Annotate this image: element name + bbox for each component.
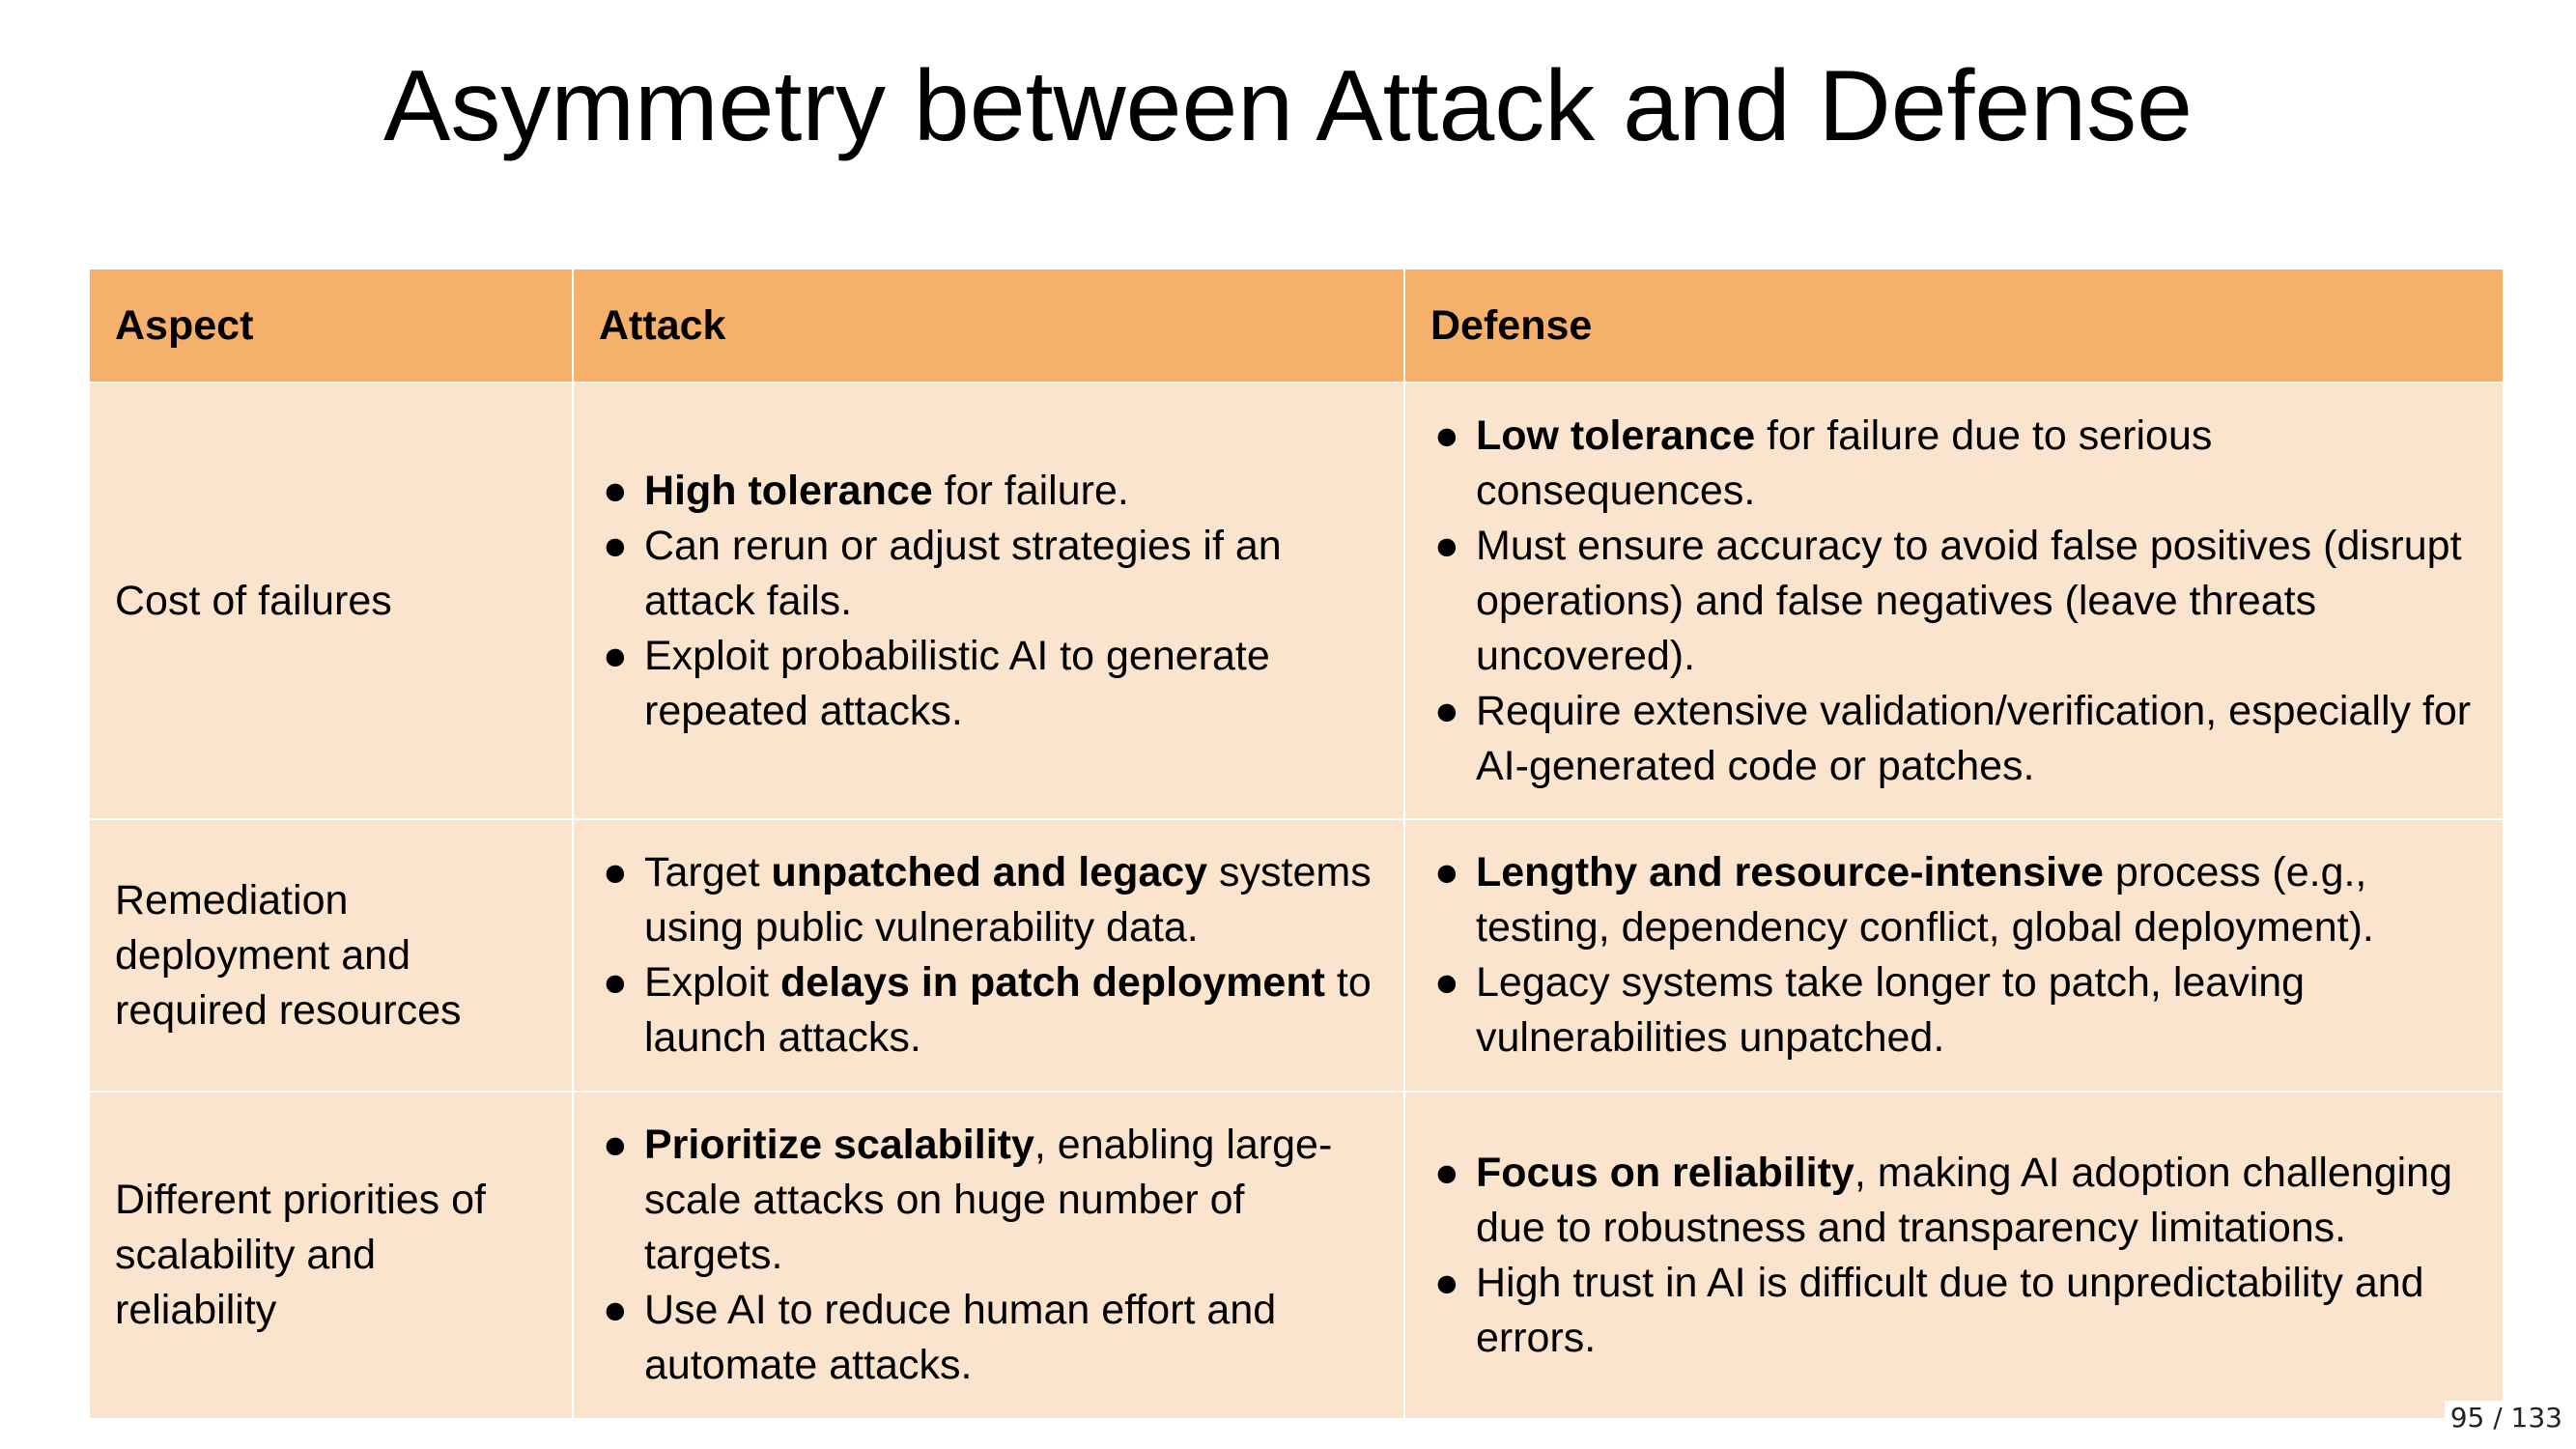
defense-bullet-list	[1430, 409, 2477, 794]
bullet-dot-icon: ●	[1434, 687, 1459, 734]
bullet-item	[1430, 955, 2477, 1065]
bullet-dot-icon: ●	[603, 1287, 628, 1333]
header-aspect: Aspect	[89, 269, 573, 383]
bullet-dot-icon: ●	[1434, 1259, 1459, 1306]
bullet-text: to launch attacks.	[644, 959, 1372, 1061]
page-indicator: 95 / 133	[2445, 1401, 2568, 1435]
bullet-emphasis: High tolerance	[644, 467, 933, 514]
header-attack: Attack	[573, 269, 1404, 383]
bullet-text: Can rerun or adjust strategies if an attack fails.	[644, 522, 1282, 624]
bullet-text: Must ensure accuracy to avoid false positives (disrupt operations) and false negatives (leave threats uncovered).	[1476, 522, 2462, 679]
slide-title: Asymmetry between Attack and Defense	[383, 50, 2193, 162]
bullet-dot-icon: ●	[603, 849, 628, 895]
bullet-item	[1430, 409, 2477, 519]
bullet-emphasis: Focus on reliability	[1476, 1149, 1854, 1196]
bullet-item	[1430, 1146, 2477, 1256]
bullet-text: Exploit probabilistic AI to generate repeated attacks.	[644, 632, 1270, 734]
attack-cell	[573, 819, 1404, 1092]
attack-bullet-list	[599, 845, 1378, 1065]
bullet-text: Legacy systems take longer to patch, leaving vulnerabilities unpatched.	[1476, 959, 2306, 1061]
defense-cell	[1404, 1092, 2504, 1419]
aspect-cell: Cost of failures	[89, 383, 573, 819]
header-defense: Defense	[1404, 269, 2504, 383]
table-row	[89, 1092, 2504, 1419]
bullet-text: , making AI adoption challenging due to robustness and transparency limitations.	[1476, 1149, 2453, 1251]
bullet-dot-icon: ●	[603, 467, 628, 514]
bullet-item	[599, 1118, 1378, 1283]
bullet-dot-icon: ●	[603, 959, 628, 1006]
bullet-text: Use AI to reduce human effort and automate attacks.	[644, 1287, 1277, 1388]
bullet-text: systems using public vulnerability data.	[644, 849, 1372, 951]
table-row	[89, 383, 2504, 819]
bullet-text: , enabling large-scale attacks on huge number of targets.	[644, 1122, 1333, 1278]
bullet-emphasis: Low tolerance	[1476, 412, 1756, 459]
attack-bullet-list	[599, 464, 1378, 739]
aspect-cell: Different priorities of scalability and reliability	[89, 1092, 573, 1419]
bullet-item	[1430, 519, 2477, 684]
bullet-dot-icon: ●	[603, 632, 628, 679]
bullet-item	[599, 519, 1378, 629]
attack-cell	[573, 383, 1404, 819]
bullet-text: Require extensive validation/verification, especially for AI-generated code or patches.	[1476, 687, 2472, 789]
table-row	[89, 819, 2504, 1092]
bullet-dot-icon: ●	[1434, 1149, 1459, 1196]
bullet-item	[599, 955, 1378, 1065]
bullet-dot-icon: ●	[603, 522, 628, 569]
defense-bullet-list	[1430, 845, 2477, 1065]
defense-cell	[1404, 383, 2504, 819]
aspect-cell: Remediation deployment and required resources	[89, 819, 573, 1092]
comparison-table	[88, 268, 2505, 1420]
bullet-item	[599, 845, 1378, 955]
bullet-item	[599, 1283, 1378, 1393]
attack-cell	[573, 1092, 1404, 1419]
bullet-emphasis: delays in patch deployment	[780, 959, 1325, 1006]
bullet-item	[599, 629, 1378, 739]
bullet-emphasis: Lengthy and resource-intensive	[1476, 849, 2104, 895]
bullet-text: Exploit	[644, 959, 781, 1006]
bullet-item	[1430, 845, 2477, 955]
bullet-item	[599, 464, 1378, 519]
defense-bullet-list	[1430, 1146, 2477, 1366]
bullet-item	[1430, 684, 2477, 794]
bullet-text: Target	[644, 849, 772, 895]
bullet-item	[1430, 1256, 2477, 1366]
bullet-text: process (e.g., testing, dependency conflict, global deployment).	[1476, 849, 2374, 951]
bullet-dot-icon: ●	[1434, 412, 1459, 459]
bullet-text: for failure due to serious consequences.	[1476, 412, 2213, 514]
bullet-text: High trust in AI is difficult due to unpredictability and errors.	[1476, 1259, 2424, 1361]
bullet-emphasis: Prioritize scalability	[644, 1122, 1034, 1168]
defense-cell	[1404, 819, 2504, 1092]
bullet-dot-icon: ●	[1434, 522, 1459, 569]
bullet-dot-icon: ●	[1434, 849, 1459, 895]
bullet-dot-icon: ●	[603, 1122, 628, 1168]
attack-bullet-list	[599, 1118, 1378, 1393]
table-header-row	[89, 269, 2504, 383]
bullet-emphasis: unpatched and legacy	[771, 849, 1208, 895]
bullet-dot-icon: ●	[1434, 959, 1459, 1006]
bullet-text: for failure.	[932, 467, 1129, 514]
